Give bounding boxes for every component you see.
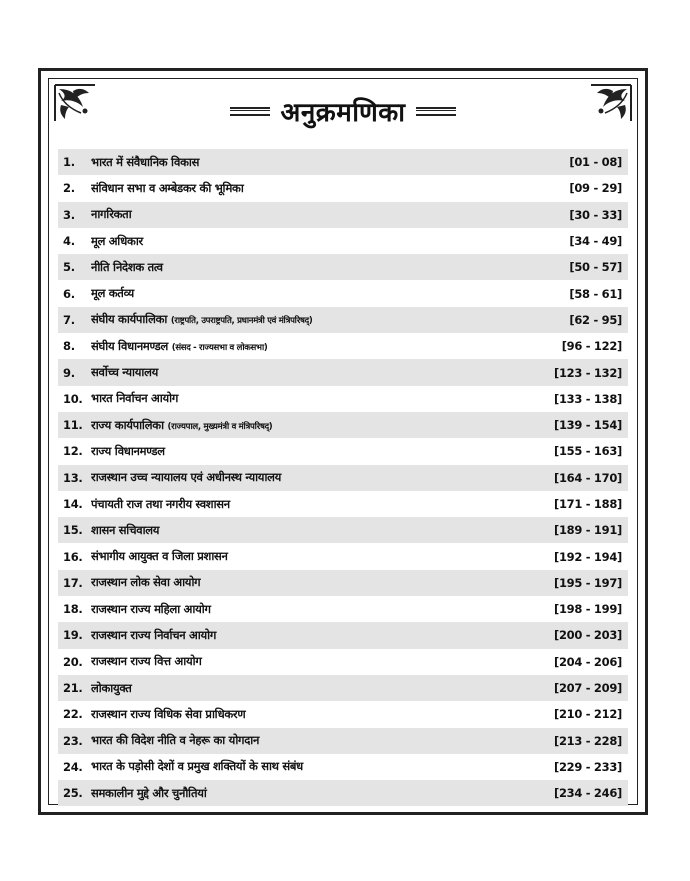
toc-label-text: पंचायती राज तथा नगरीय स्वशासन [91,496,230,511]
table-of-contents [58,149,628,806]
toc-label [91,497,554,512]
toc-row[interactable] [58,228,628,254]
toc-label [91,260,569,275]
toc-label-text: भारत निर्वाचन आयोग [91,391,179,406]
toc-label-text: राज्य कार्यपालिका [91,417,164,432]
toc-label-text: मूल कर्तव्य [91,286,134,301]
toc-label [91,234,569,249]
toc-page-range: [195 - 197] [553,575,622,590]
toc-row[interactable] [58,149,628,175]
toc-label [91,155,569,170]
toc-row[interactable] [58,333,628,359]
toc-label [91,418,554,433]
toc-label [91,654,554,669]
toc-row[interactable] [58,175,628,201]
toc-page-range: [123 - 132] [553,365,622,380]
toc-number: 6. [63,286,75,301]
toc-row[interactable] [58,780,628,806]
toc-row[interactable] [58,649,628,675]
inner-frame [48,78,638,805]
toc-row[interactable] [58,202,628,228]
toc-number: 23. [63,733,83,748]
toc-label [91,470,554,485]
toc-page-range: [09 - 29] [569,181,622,196]
toc-number: 4. [63,234,75,249]
toc-label [91,444,554,459]
toc-row[interactable] [58,280,628,306]
toc-number: 1. [63,155,75,170]
toc-label-text: भारत के पड़ोसी देशों व प्रमुख शक्तियों के साथ संबंध [91,759,303,774]
toc-page-range: [34 - 49] [569,234,622,249]
page-title: अनुक्रमणिका [280,98,406,128]
toc-page-range: [192 - 194] [553,549,622,564]
toc-page-range: [155 - 163] [553,444,622,459]
toc-row[interactable] [58,701,628,727]
toc-row[interactable] [58,570,628,596]
toc-number: 7. [63,312,75,327]
toc-row[interactable] [58,412,628,438]
title-rule-right [416,107,456,116]
toc-page-range: [229 - 233] [553,759,622,774]
toc-label-text: राजस्थान उच्च न्यायालय एवं अधीनस्थ न्यायालय [91,470,282,485]
toc-label-subtext: (राष्ट्रपति, उपराष्ट्रपति, प्रधानमंत्री एवं मंत्रिपरिषद्) [170,316,313,327]
toc-number: 24. [63,759,83,774]
toc-number: 19. [63,628,83,643]
toc-number: 12. [63,444,83,459]
toc-label-text: भारत की विदेश नीति व नेहरू का योगदान [91,733,260,748]
toc-label-text: संविधान सभा व अम्बेडकर की भूमिका [91,180,244,195]
page-frame [38,68,648,815]
toc-page-range: [133 - 138] [553,391,622,406]
toc-label-text: संघीय कार्यपालिका [91,312,168,327]
toc-number: 16. [63,549,83,564]
toc-page-range: [171 - 188] [553,497,622,511]
toc-number: 18. [63,602,83,617]
toc-label [91,759,554,774]
toc-label-text: राज्य विधानमण्डल [91,443,165,458]
toc-page-range: [213 - 228] [553,733,622,748]
toc-page-range: [96 - 122] [561,339,622,354]
toc-label [91,549,554,564]
toc-label-text: संभागीय आयुक्त व जिला प्रशासन [91,549,228,564]
toc-number: 21. [63,681,83,696]
toc-page-range: [210 - 212] [553,707,622,722]
toc-label-subtext: (संसद - राज्यसभा व लोकसभा) [171,342,268,353]
toc-row[interactable] [58,728,628,754]
toc-row[interactable] [58,517,628,543]
toc-label-text: मूल अधिकार [91,233,143,248]
toc-page-range: [204 - 206] [553,654,622,669]
toc-label-text: नागरिकता [91,207,132,222]
toc-page-range: [234 - 246] [553,786,622,801]
toc-row[interactable] [58,386,628,412]
toc-row[interactable] [58,543,628,569]
toc-label [91,312,569,327]
toc-number: 25. [63,786,83,801]
toc-label [91,181,569,196]
toc-row[interactable] [58,465,628,491]
toc-page-range: [198 - 199] [553,602,622,617]
toc-number: 14. [63,497,83,511]
toc-row[interactable] [58,622,628,648]
toc-label-text: राजस्थान लोक सेवा आयोग [91,575,201,590]
toc-label-text: समकालीन मुद्दे और चुनौतियां [91,785,207,800]
toc-page-range: [139 - 154] [553,418,622,433]
toc-page-range: [164 - 170] [553,470,622,485]
toc-row[interactable] [58,438,628,464]
toc-page-range: [30 - 33] [569,207,622,222]
toc-number: 20. [63,654,83,669]
toc-number: 17. [63,575,83,590]
toc-label [91,286,569,301]
toc-page-range: [62 - 95] [569,312,622,327]
toc-label-text: भारत में संवैधानिक विकास [91,154,200,169]
toc-label [91,707,554,722]
toc-label [91,628,554,643]
toc-label-subtext: (राज्यपाल, मुख्यमंत्री व मंत्रिपरिषद्) [167,421,273,432]
title-rule-left [230,107,270,116]
toc-number: 8. [63,339,75,354]
toc-number: 5. [63,260,75,275]
toc-label-text: राजस्थान राज्य निर्वाचन आयोग [91,627,217,642]
toc-number: 13. [63,470,83,485]
toc-label-text: शासन सचिवालय [91,522,160,537]
toc-page-range: [200 - 203] [553,628,622,643]
toc-label [91,733,554,748]
toc-row[interactable] [58,675,628,701]
toc-page-range: [207 - 209] [553,681,622,696]
toc-label [91,681,554,696]
toc-row[interactable] [58,254,628,280]
toc-label-text: लोकायुक्त [91,680,132,695]
toc-label [91,365,554,380]
toc-label-text: राजस्थान राज्य महिला आयोग [91,601,211,616]
toc-page-range: [01 - 08] [569,155,622,170]
toc-label [91,786,554,801]
toc-page-range: [189 - 191] [553,523,622,538]
toc-label [91,602,554,617]
toc-page-range: [58 - 61] [569,286,622,301]
toc-label [91,575,554,590]
toc-row[interactable] [58,307,628,333]
toc-row[interactable] [58,596,628,622]
toc-label [91,523,554,538]
toc-number: 9. [63,365,75,380]
toc-row[interactable] [58,359,628,385]
toc-number: 22. [63,707,83,722]
toc-label-text: राजस्थान राज्य वित्त आयोग [91,654,202,669]
toc-label-text: संघीय विधानमण्डल [91,338,169,353]
toc-row[interactable] [58,754,628,780]
toc-number: 11. [63,418,83,433]
toc-label-text: सर्वोच्च न्यायालय [91,365,158,380]
toc-number: 3. [63,207,75,222]
toc-row[interactable] [58,491,628,517]
toc-label [91,391,554,406]
toc-number: 10. [63,391,83,406]
toc-number: 15. [63,523,83,538]
toc-label-text: नीति निदेशक तत्व [91,259,163,274]
toc-label [91,207,569,222]
title-bar [49,89,637,133]
toc-label [91,339,562,354]
toc-number: 2. [63,181,75,196]
toc-label-text: राजस्थान राज्य विधिक सेवा प्राधिकरण [91,706,246,721]
toc-page-range: [50 - 57] [569,260,622,275]
